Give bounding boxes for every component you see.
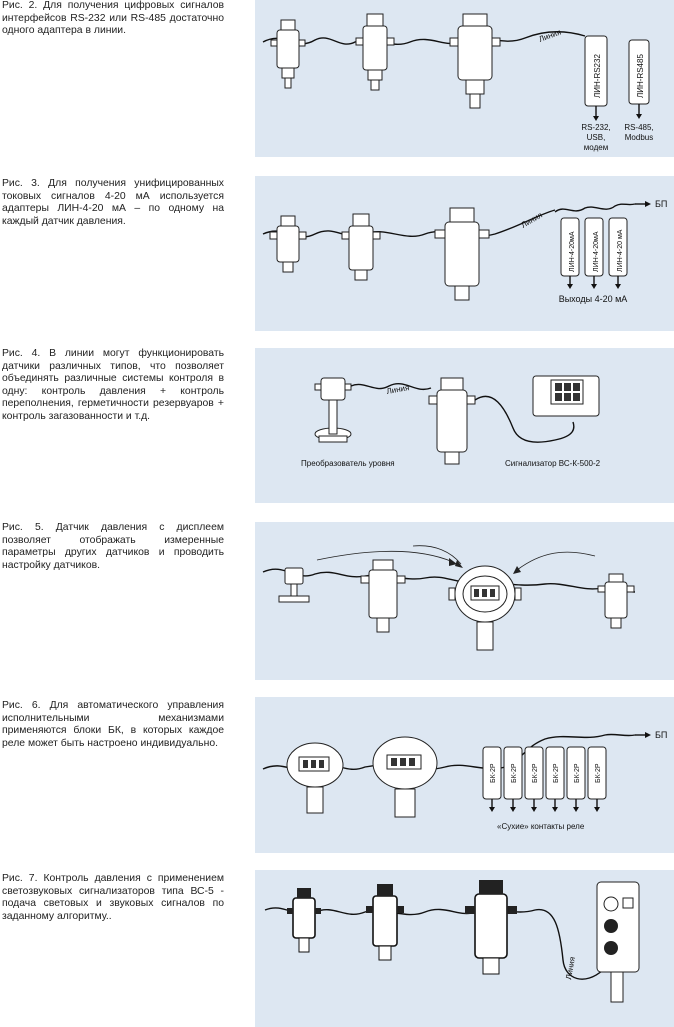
display-sensor bbox=[449, 566, 521, 650]
svg-text:ЛИН-RS232: ЛИН-RS232 bbox=[593, 54, 602, 98]
signalizer-vs-k-500-2 bbox=[533, 376, 599, 416]
figure-6-diagram bbox=[255, 697, 674, 853]
pressure-sensor-1 bbox=[270, 216, 306, 272]
relay-block-bk-2p bbox=[588, 747, 606, 812]
relay-label: БК-2Р bbox=[553, 763, 560, 783]
pressure-sensor-1 bbox=[287, 888, 321, 952]
adapter-rs485 bbox=[629, 40, 649, 119]
relay-block-bk-2p bbox=[483, 747, 501, 812]
power-label: БП bbox=[655, 730, 668, 740]
figure-2-diagram bbox=[255, 0, 674, 157]
relay-label: БК-2Р bbox=[574, 763, 581, 783]
pressure-sensor-1 bbox=[271, 20, 305, 88]
pressure-sensor-2 bbox=[598, 574, 634, 628]
relay-label: БК-2Р bbox=[595, 763, 602, 783]
line-label: Линия bbox=[385, 383, 410, 396]
adapter-rs232 bbox=[585, 36, 607, 121]
svg-text:ЛИН-4-20мА: ЛИН-4-20мА bbox=[569, 231, 576, 272]
figure-4-diagram bbox=[255, 348, 674, 503]
svg-text:RS-232,: RS-232, bbox=[581, 123, 611, 132]
relay-block-bk-2p bbox=[567, 747, 585, 812]
caption-fig2: Рис. 2. Для получения цифровых сигналов интерфейсов RS-232 или RS-485 достаточно одного адаптера в линии. bbox=[2, 0, 224, 37]
display-sensor-2 bbox=[373, 737, 437, 817]
pressure-sensor-1 bbox=[361, 560, 405, 632]
light-sound-signalizer-vs-5 bbox=[597, 882, 639, 1002]
svg-text:Modbus: Modbus bbox=[624, 133, 654, 142]
line-label: Линия bbox=[564, 956, 577, 981]
power-label: БП bbox=[655, 199, 668, 209]
relay-label: БК-2Р bbox=[511, 763, 518, 783]
svg-text:ЛИН-RS485: ЛИН-RS485 bbox=[636, 54, 645, 98]
alarm-label: Сигнализатор ВС-К-500-2 bbox=[505, 459, 601, 468]
line-label: Линия bbox=[537, 27, 563, 44]
relay-block-bk-2p bbox=[546, 747, 564, 812]
outputs-label: Выходы 4-20 мА bbox=[558, 294, 628, 304]
display-sensor-1 bbox=[287, 743, 343, 813]
relay-block-bk-2p bbox=[504, 747, 522, 812]
line-label: Линия bbox=[519, 210, 544, 230]
caption-fig4: Рис. 4. В линии могут функционировать датчики различных типов, что позволяет объединять различные системы контроля в одну: контроль давления + контроль переполнения, герметичности резервуаров + контроль загазованности и т.д. bbox=[2, 348, 224, 422]
figure-3-diagram bbox=[255, 176, 674, 331]
svg-text:модем: модем bbox=[583, 143, 609, 152]
level-label: Преобразователь уровня bbox=[301, 459, 395, 468]
pressure-sensor-3 bbox=[435, 208, 489, 300]
svg-text:ЛИН-4-20мА: ЛИН-4-20мА bbox=[593, 231, 600, 272]
level-transducer bbox=[315, 378, 351, 442]
figure-7-diagram bbox=[255, 870, 674, 1027]
relay-block-bk-2p bbox=[525, 747, 543, 812]
pressure-sensor-3 bbox=[450, 14, 500, 108]
figure-5-diagram bbox=[255, 522, 674, 680]
svg-text:USB,: USB, bbox=[586, 133, 606, 142]
adapter-4-20-c bbox=[609, 218, 627, 289]
svg-text:RS-485,: RS-485, bbox=[624, 123, 654, 132]
pressure-sensor-3 bbox=[465, 880, 517, 974]
adapter-4-20-a bbox=[561, 218, 579, 289]
relay-label: БК-2Р bbox=[532, 763, 539, 783]
caption-fig5: Рис. 5. Датчик давления с дисплеем позволяет отображать измеренные параметры других датчиков и проводить настройку датчиков. bbox=[2, 522, 224, 571]
pressure-sensor-2 bbox=[342, 214, 380, 280]
relay-label: БК-2Р bbox=[490, 763, 497, 783]
caption-fig6: Рис. 6. Для автоматического управления исполнительными механизмами применяются блоки БК, в которых каждое реле может быть настроено индивидуально. bbox=[2, 700, 224, 749]
relay-blocks bbox=[483, 747, 606, 812]
contacts-label: «Сухие» контакты реле bbox=[497, 822, 585, 831]
caption-fig7: Рис. 7. Контроль давления с применением светозвуковых сигнализаторов типа ВС-5 - подача световых и звуковых сигналов по заданному алгоритму.. bbox=[2, 873, 224, 922]
pressure-sensor-2 bbox=[366, 884, 404, 960]
level-transducer bbox=[279, 568, 309, 602]
adapter-4-20-b bbox=[585, 218, 603, 289]
caption-fig3: Рис. 3. Для получения унифицированных токовых сигналов 4-20 мА используется адаптеры ЛИН-4-20 мА – по одному на каждый датчик давления. bbox=[2, 178, 224, 227]
pressure-sensor bbox=[429, 378, 475, 464]
pressure-sensor-2 bbox=[356, 14, 394, 90]
svg-text:ЛИН-4-20 мА: ЛИН-4-20 мА bbox=[617, 229, 624, 272]
